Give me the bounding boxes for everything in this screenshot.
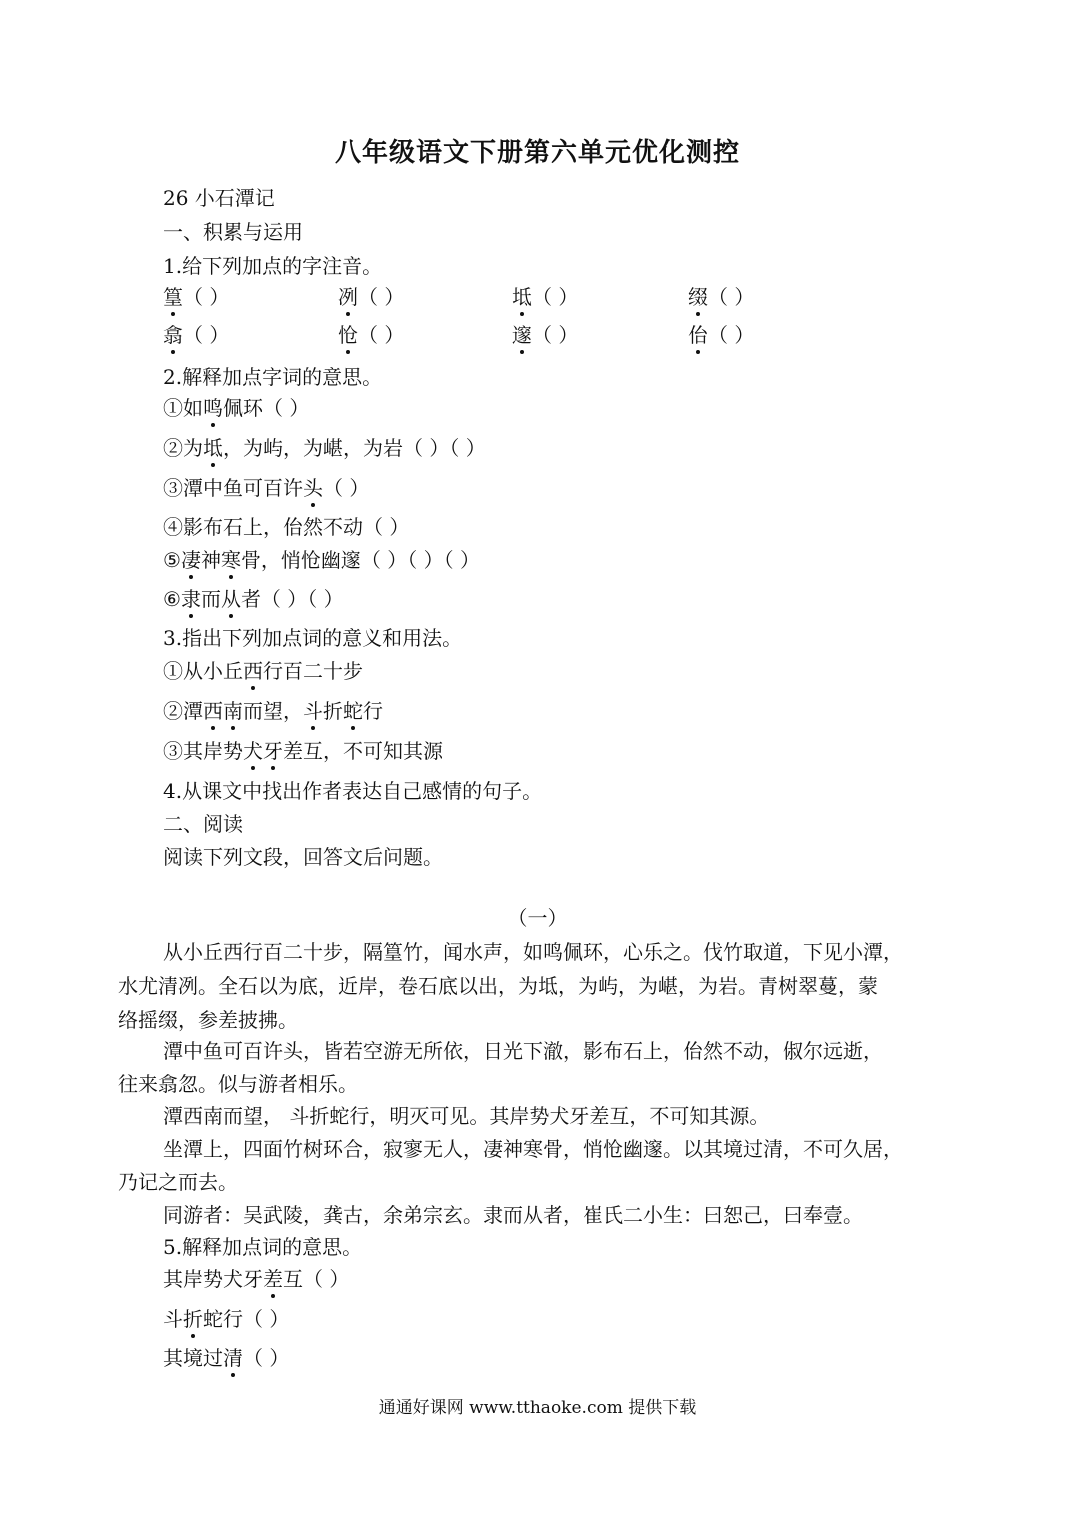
reading-instructions: 阅读下列文段，回答文后问题。 — [163, 845, 443, 869]
pinyin-item: 邃（ ） — [512, 323, 579, 347]
question-2-prompt: 2.解释加点字词的意思。 — [163, 365, 383, 389]
question-4-prompt: 4.从课文中找出作者表达自己感情的句子。 — [163, 779, 543, 803]
lesson-heading: 26 小石潭记 — [163, 186, 275, 210]
question-5-item: 其岸势犬牙差互（ ） — [163, 1267, 350, 1291]
passage-line: 同游者：吴武陵，龚古，余弟宗玄。隶而从者，崔氏二小生：曰恕己，曰奉壹。 — [163, 1203, 863, 1227]
question-2-item: ①如鸣佩环（ ） — [163, 396, 310, 420]
question-3-item: ①从小丘西行百二十步 — [163, 659, 363, 683]
pinyin-item: 篁（ ） — [163, 285, 230, 309]
pinyin-item: 翕（ ） — [163, 323, 230, 347]
passage-line: 往来翕忽。似与游者相乐。 — [118, 1072, 358, 1096]
pinyin-item: 佁（ ） — [688, 323, 755, 347]
question-3-item: ②潭西南而望，斗折蛇行 — [163, 699, 383, 723]
pinyin-item: 坻（ ） — [512, 285, 579, 309]
question-2-item: ④影布石上，佁然不动（ ） — [163, 515, 410, 539]
passage-line: 水尤清冽。全石以为底，近岸，卷石底以出，为坻，为屿，为嵁，为岩。青树翠蔓，蒙 — [118, 974, 878, 998]
passage-line: 乃记之而去。 — [118, 1170, 238, 1194]
question-2-item: ⑤凄神寒骨，悄怆幽邃（ ）（ ）（ ） — [163, 548, 481, 572]
passage-line: 坐潭上，四面竹树环合，寂寥无人，凄神寒骨，悄怆幽邃。以其境过清，不可久居， — [163, 1137, 903, 1161]
question-2-item: ②为坻，为屿，为嵁，为岩（ ）（ ） — [163, 436, 486, 460]
section-heading-accumulation: 一、积累与运用 — [163, 220, 303, 244]
passage-line: 潭西南而望， 斗折蛇行，明灭可见。其岸势犬牙差互，不可知其源。 — [163, 1104, 770, 1128]
footer-credit: 通通好课网 www.tthaoke.com 提供下载 — [378, 1398, 697, 1418]
passage-label: （一） — [507, 906, 568, 930]
pinyin-item: 冽（ ） — [338, 285, 405, 309]
question-3-item: ③其岸势犬牙差互，不可知其源 — [163, 739, 443, 763]
page-title: 八年级语文下册第六单元优化测控 — [334, 138, 740, 168]
pinyin-item: 缀（ ） — [688, 285, 755, 309]
question-1-prompt: 1.给下列加点的字注音。 — [163, 254, 383, 278]
pinyin-item: 怆（ ） — [338, 323, 405, 347]
question-5-item: 斗折蛇行（ ） — [163, 1307, 290, 1331]
question-5-prompt: 5.解释加点词的意思。 — [163, 1235, 363, 1259]
passage-line: 络摇缀，参差披拂。 — [118, 1008, 298, 1032]
question-3-prompt: 3.指出下列加点词的意义和用法。 — [163, 626, 463, 650]
passage-line: 潭中鱼可百许头，皆若空游无所依，日光下澈，影布石上，佁然不动，俶尔远逝， — [163, 1039, 883, 1063]
passage-line: 从小丘西行百二十步，隔篁竹，闻水声，如鸣佩环，心乐之。伐竹取道，下见小潭， — [163, 940, 903, 964]
question-5-item: 其境过清（ ） — [163, 1346, 290, 1370]
question-2-item: ⑥隶而从者（ ）（ ） — [163, 587, 344, 611]
question-2-item: ③潭中鱼可百许头（ ） — [163, 476, 370, 500]
section-heading-reading: 二、阅读 — [163, 812, 243, 836]
